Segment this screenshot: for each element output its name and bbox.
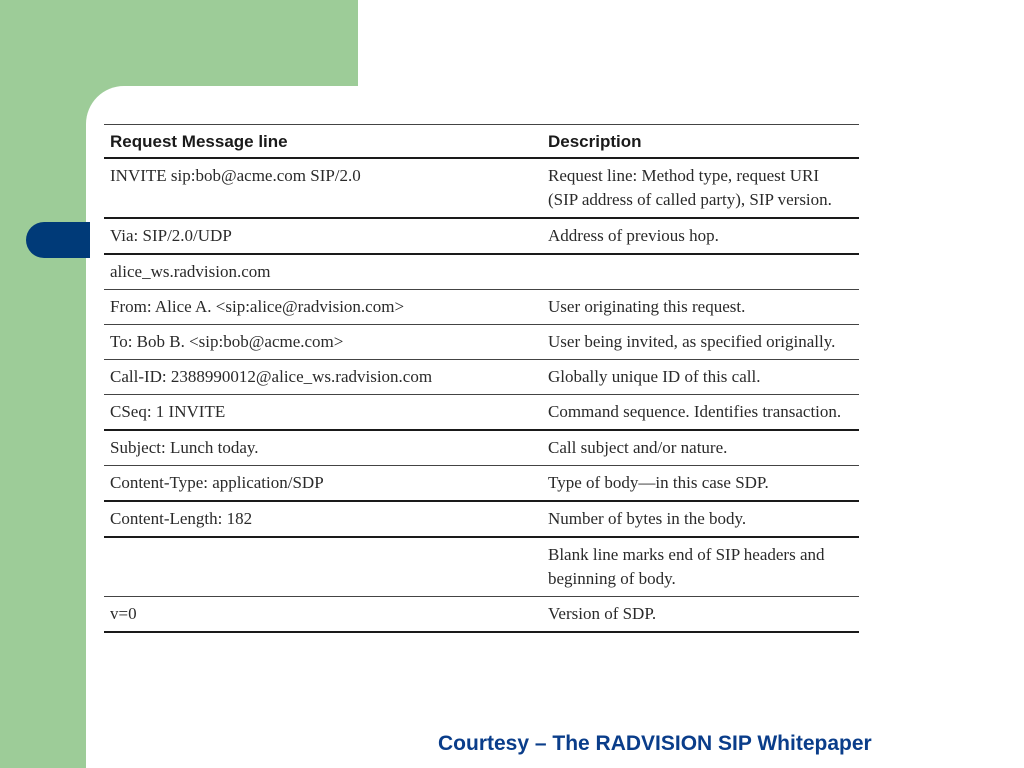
description-cell: Globally unique ID of this call. bbox=[542, 360, 859, 395]
table-row bbox=[104, 290, 859, 325]
description-cell: Request line: Method type, request URI (SIP address of called party), SIP version. bbox=[542, 158, 859, 218]
table-row bbox=[104, 430, 859, 466]
description-cell: Number of bytes in the body. bbox=[542, 501, 859, 537]
table-row bbox=[104, 395, 859, 431]
description-cell: Address of previous hop. bbox=[542, 218, 859, 254]
description-cell: Version of SDP. bbox=[542, 597, 859, 633]
message-line-cell: CSeq: 1 INVITE bbox=[104, 395, 542, 431]
table-row bbox=[104, 360, 859, 395]
header-description: Description bbox=[542, 125, 859, 159]
table-row bbox=[104, 158, 859, 218]
header-request-message-line: Request Message line bbox=[104, 125, 542, 159]
description-cell bbox=[542, 254, 859, 290]
table-row bbox=[104, 218, 859, 254]
message-line-cell: alice_ws.radvision.com bbox=[104, 254, 542, 290]
courtesy-caption: Courtesy – The RADVISION SIP Whitepaper bbox=[438, 732, 872, 755]
message-line-cell: Via: SIP/2.0/UDP bbox=[104, 218, 542, 254]
message-line-cell: v=0 bbox=[104, 597, 542, 633]
message-line-cell: Content-Length: 182 bbox=[104, 501, 542, 537]
message-line-cell bbox=[104, 537, 542, 597]
description-cell: User originating this request. bbox=[542, 290, 859, 325]
description-cell: Type of body—in this case SDP. bbox=[542, 466, 859, 502]
description-cell: Blank line marks end of SIP headers and beginning of body. bbox=[542, 537, 859, 597]
message-line-cell: Call-ID: 2388990012@alice_ws.radvision.com bbox=[104, 360, 542, 395]
description-cell: Call subject and/or nature. bbox=[542, 430, 859, 466]
message-line-cell: From: Alice A. <sip:alice@radvision.com> bbox=[104, 290, 542, 325]
message-line-cell: Subject: Lunch today. bbox=[104, 430, 542, 466]
description-cell: Command sequence. Identifies transaction. bbox=[542, 395, 859, 431]
table-header-row bbox=[104, 125, 859, 159]
table-row bbox=[104, 597, 859, 633]
navy-pill-decoration bbox=[26, 222, 90, 258]
description-cell: User being invited, as specified originally. bbox=[542, 325, 859, 360]
message-line-cell: To: Bob B. <sip:bob@acme.com> bbox=[104, 325, 542, 360]
sip-request-table bbox=[104, 124, 859, 633]
table-row bbox=[104, 501, 859, 537]
table-row bbox=[104, 254, 859, 290]
table-row bbox=[104, 466, 859, 502]
table-row bbox=[104, 325, 859, 360]
table-row bbox=[104, 537, 859, 597]
message-line-cell: Content-Type: application/SDP bbox=[104, 466, 542, 502]
message-line-cell: INVITE sip:bob@acme.com SIP/2.0 bbox=[104, 158, 542, 218]
